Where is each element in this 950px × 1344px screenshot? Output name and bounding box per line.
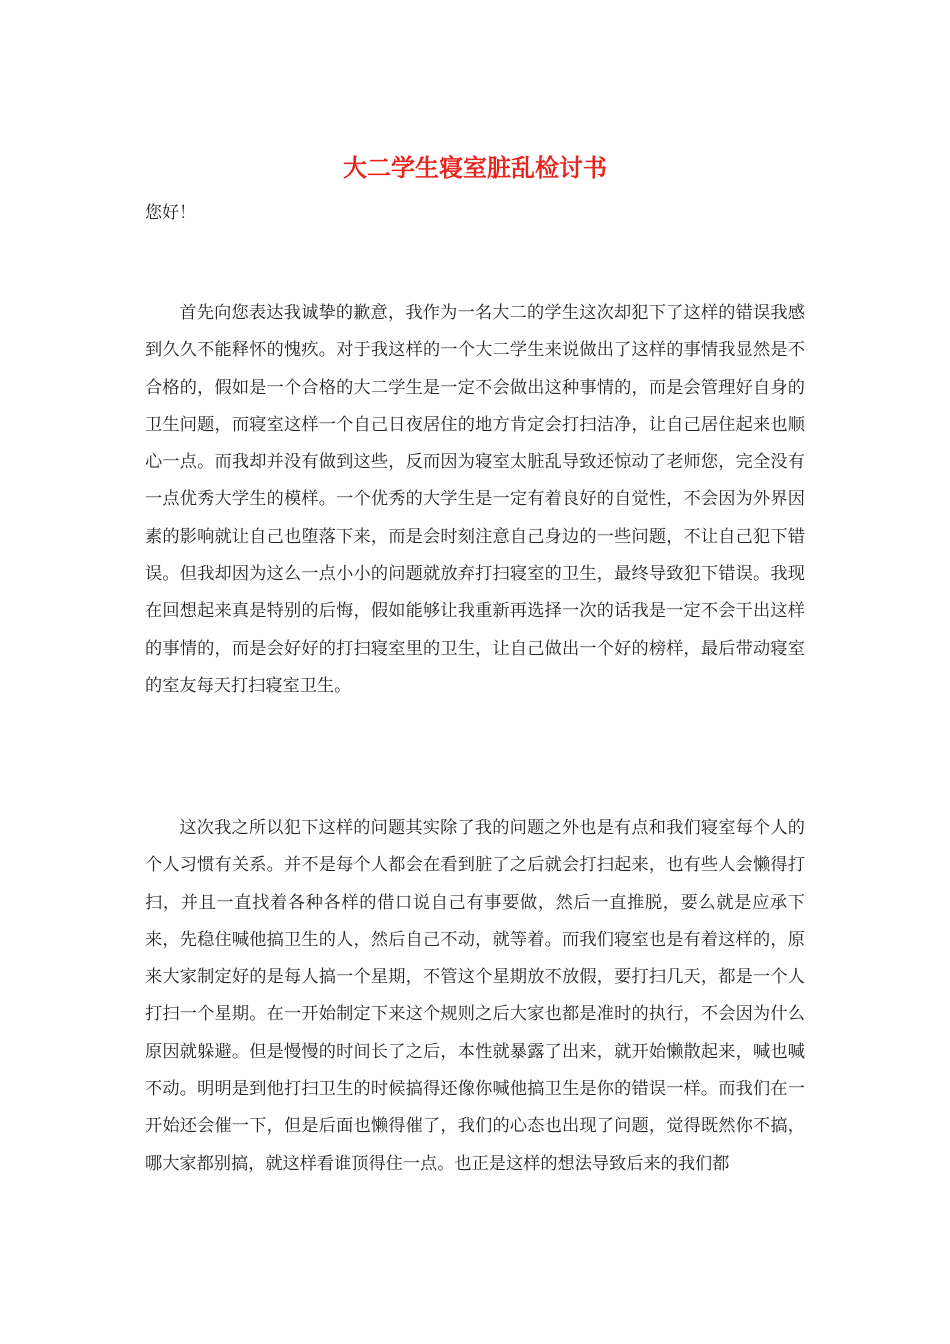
body-paragraph-2: 这次我之所以犯下这样的问题其实除了我的问题之外也是有点和我们寝室每个人的个人习惯有关系。并不是每个人都会在看到脏了之后就会打扫起来，也有些人会懒得打扫，并且一直找着各种各样的借口说自己有事要做，然后一直推脱，要么就是应承下来，先稳住喊他搞卫生的人，然后自己不动，就等着。而我们寝室也是有着这样的，原来大家制定好的是每人搞一个星期，不管这个星期放不放假，要打扫几天，都是一个人打扫一个星期。在一开始制定下来这个规则之后大家也都是准时的执行，不会因为什么原因就躲避。但是慢慢的时间长了之后，本性就暴露了出来，就开始懒散起来，喊也喊不动。明明是到他打扫卫生的时候搞得还像你喊他搞卫生是你的错误一样。而我们在一开始还会催一下，但是后面也懒得催了，我们的心态也出现了问题，觉得既然你不搞，哪大家都别搞，就这样看谁顶得住一点。也正是这样的想法导致后来的我们都	[145, 818, 805, 1174]
document-title: 大二学生寝室脏乱检讨书	[343, 153, 607, 182]
greeting: 您好！	[145, 203, 196, 223]
body-paragraph-1: 首先向您表达我诚挚的歉意，我作为一名大二的学生这次却犯下了这样的错误我感到久久不能释怀的愧疚。对于我这样的一个大二学生来说做出了这样的事情我显然是不合格的，假如是一个合格的大二学生是一定不会做出这种事情的，而是会管理好自身的卫生问题，而寝室这样一个自己日夜居住的地方肯定会打扫洁净，让自己居住起来也顺心一点。而我却并没有做到这些，反而因为寝室太脏乱导致还惊动了老师您，完全没有一点优秀大学生的模样。一个优秀的大学生是一定有着良好的自觉性，不会因为外界因素的影响就让自己也堕落下来，而是会时刻注意自己身边的一些问题，不让自己犯下错误。但我却因为这么一点小小的问题就放弃打扫寝室的卫生，最终导致犯下错误。我现在回想起来真是特别的后悔，假如能够让我重新再选择一次的话我是一定不会干出这样的事情的，而是会好好的打扫寝室里的卫生，让自己做出一个好的榜样，最后带动寝室的室友每天打扫寝室卫生。	[145, 303, 805, 696]
